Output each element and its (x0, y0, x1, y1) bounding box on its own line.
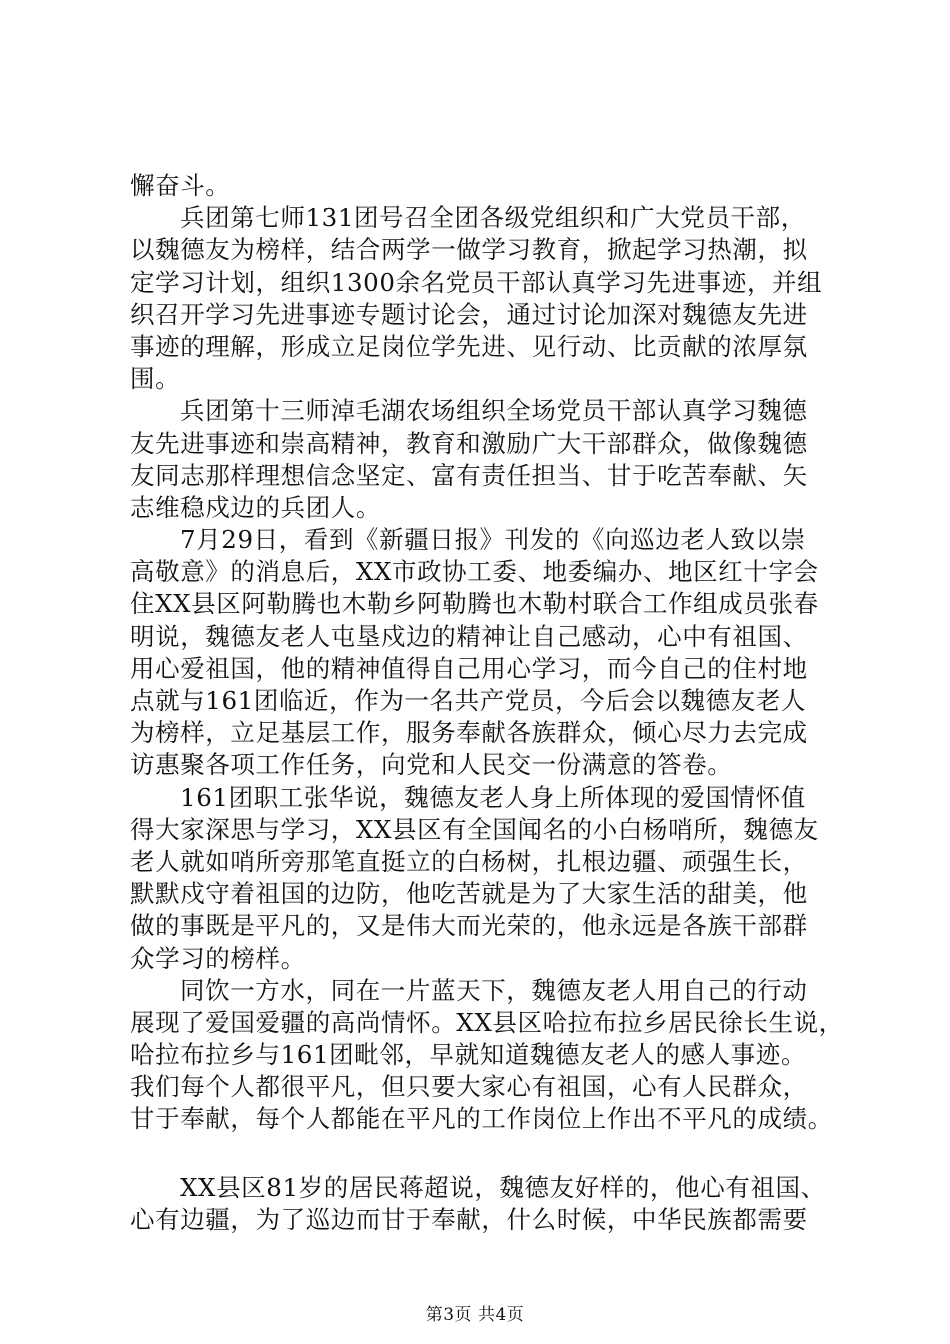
text-line: 围。 (130, 364, 181, 394)
text-line: 点就与161团临近，作为一名共产党员，今后会以魏德友老人 (130, 686, 807, 715)
text-line: 用心爱祖国，他的精神值得自己用心学习，而今自己的住村地 (130, 653, 808, 683)
text-line: 明说，魏德友老人屯垦戍边的精神让自己感动，心中有祖国、 (130, 621, 808, 651)
paragraph-start-line: 兵团第七师131团号召全团各级党组织和广大党员干部， (180, 203, 806, 233)
text-line: 住XX县区阿勒腾也木勒乡阿勒腾也木勒村联合工作组成员张春 (130, 589, 819, 619)
text-line: 得大家深思与学习，XX县区有全国闻名的小白杨哨所，魏德友 (130, 814, 819, 844)
paragraph-start-line: 兵团第十三师淖毛湖农场组织全场党员干部认真学习魏德 (180, 396, 808, 426)
paragraph-start-line: XX县区81岁的居民蒋超说，魏德友好样的，他心有祖国、 (180, 1172, 826, 1202)
text-line: 志维稳戍边的兵团人。 (130, 492, 381, 522)
paragraph-start-line: 7月29日，看到《新疆日报》刊发的《向巡边老人致以崇 (180, 525, 806, 555)
paragraph-start-line: 161团职工张华说，魏德友老人身上所体现的爱国情怀值 (180, 782, 806, 812)
text-line: 高敬意》的消息后，XX市政协工委、地委编办、地区红十字会 (130, 557, 819, 587)
text-line: 定学习计划，组织1300余名党员干部认真学习先进事迹，并组 (130, 267, 823, 297)
text-line: 织召开学习先进事迹专题讨论会，通过讨论加深对魏德友先进 (130, 299, 808, 329)
text-line: 事迹的理解，形成立足岗位学先进、见行动、比贡献的浓厚氛 (130, 331, 808, 361)
text-line: 友同志那样理想信念坚定、富有责任担当、甘于吃苦奉献、矢 (130, 460, 808, 490)
page-number-footer: 第3页 共4页 (425, 1305, 525, 1325)
text-line: 老人就如哨所旁那笔直挺立的白杨树，扎根边疆、顽强生长， (130, 846, 808, 876)
text-line: 众学习的榜样。 (130, 943, 306, 973)
text-line: 哈拉布拉乡与161团毗邻，早就知道魏德友老人的感人事迹。 (130, 1040, 807, 1070)
text-line: 懈奋斗。 (130, 171, 231, 200)
document-body (130, 170, 844, 1236)
text-line: 甘于奉献，每个人都能在平凡的工作岗位上作出不平凡的成绩。 (130, 1104, 833, 1134)
text-line: 友先进事迹和崇高精神，教育和激励广大干部群众，做像魏德 (130, 428, 808, 458)
text-line: 以魏德友为榜样，结合两学一做学习教育，掀起学习热潮，拟 (130, 235, 808, 265)
text-line: 为榜样，立足基层工作，服务奉献各族群众，倾心尽力去完成 (130, 718, 808, 748)
paragraph-gap (130, 1136, 830, 1172)
text-line: 我们每个人都很平凡，但只要大家心有祖国，心有人民群众， (130, 1072, 808, 1102)
text-line: 默默戍守着祖国的边防，他吃苦就是为了大家生活的甜美，他 (130, 879, 808, 909)
paragraph-start-line: 同饮一方水，同在一片蓝天下，魏德友老人用自己的行动 (180, 975, 808, 1005)
text-line: 做的事既是平凡的，又是伟大而光荣的，他永远是各族干部群 (130, 911, 808, 941)
text-line: 访惠聚各项工作任务，向党和人民交一份满意的答卷。 (130, 750, 733, 780)
text-line: 展现了爱国爱疆的高尚情怀。XX县区哈拉布拉乡居民徐长生说， (130, 1007, 844, 1037)
text-line: 心有边疆，为了巡边而甘于奉献，什么时候，中华民族都需要 (130, 1204, 808, 1234)
